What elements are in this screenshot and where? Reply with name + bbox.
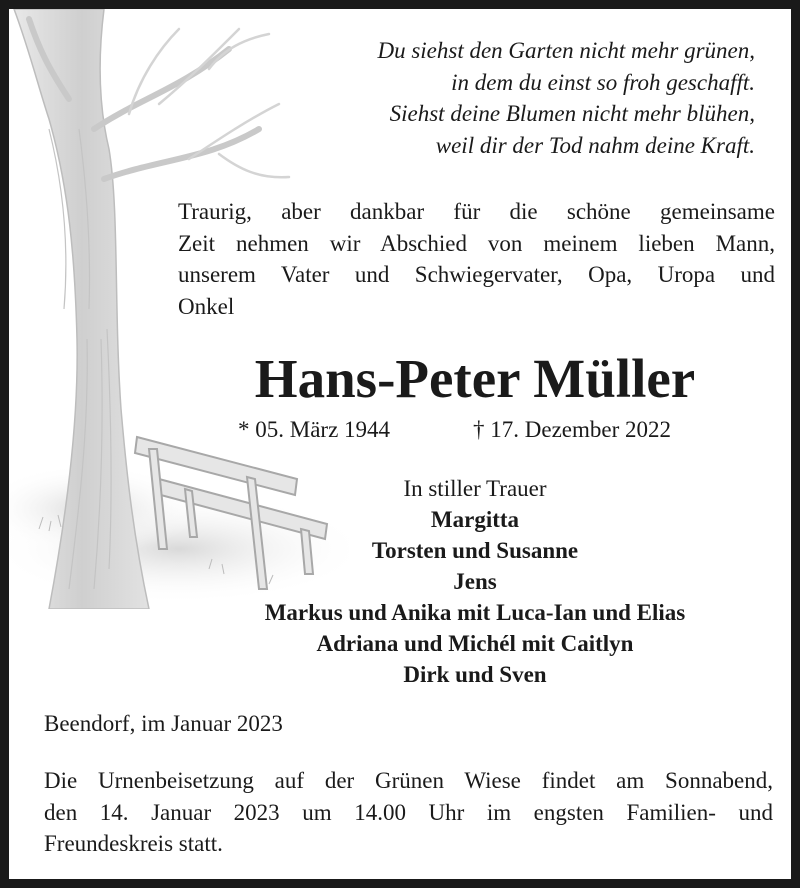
- poem-line: Siehst deine Blumen nicht mehr blühen,: [389, 101, 755, 126]
- mourning-header: In stiller Trauer: [403, 476, 547, 501]
- farewell-line: unserem Vater und Schwiegervater, Opa, Uropa und: [178, 262, 775, 287]
- burial-notice-line: Die Urnenbeisetzung auf der Grünen Wiese findet am Sonnabend,: [44, 768, 773, 793]
- memorial-poem: [235, 35, 755, 161]
- burial-notice: [44, 765, 773, 860]
- poem-line: weil dir der Tod nahm deine Kraft.: [435, 132, 755, 158]
- deceased-name: Hans-Peter Müller: [254, 348, 696, 409]
- farewell-line: Zeit nehmen wir Abschied von meinem lieben Mann,: [178, 230, 775, 256]
- burial-notice-line: Freundeskreis statt.: [44, 831, 223, 856]
- mourners-list: [169, 473, 781, 690]
- death-date: † 17. Dezember 2022: [473, 417, 671, 442]
- farewell-line: Onkel: [178, 293, 235, 319]
- mourner-name: Margitta: [430, 507, 520, 532]
- mourner-name: Torsten und Susanne: [371, 538, 579, 563]
- farewell-text: [178, 196, 775, 322]
- farewell-line: Traurig, aber dankbar für die schöne gemeinsame: [178, 199, 775, 224]
- burial-notice-line: den 14. Januar 2023 um 14.00 Uhr im engsten Familien- und: [44, 799, 773, 825]
- mourner-name: Dirk und Sven: [403, 662, 547, 687]
- mourner-name: Adriana und Michél mit Caitlyn: [316, 631, 634, 656]
- poem-line: Du siehst den Garten nicht mehr grünen,: [377, 38, 755, 63]
- poem-line: in dem du einst so froh geschafft.: [451, 69, 755, 95]
- mourner-name: Jens: [453, 569, 497, 594]
- mourner-name: Markus und Anika mit Luca-Ian und Elias: [264, 600, 686, 625]
- place-and-date: Beendorf, im Januar 2023: [44, 711, 283, 736]
- birth-date: * 05. März 1944: [238, 417, 391, 442]
